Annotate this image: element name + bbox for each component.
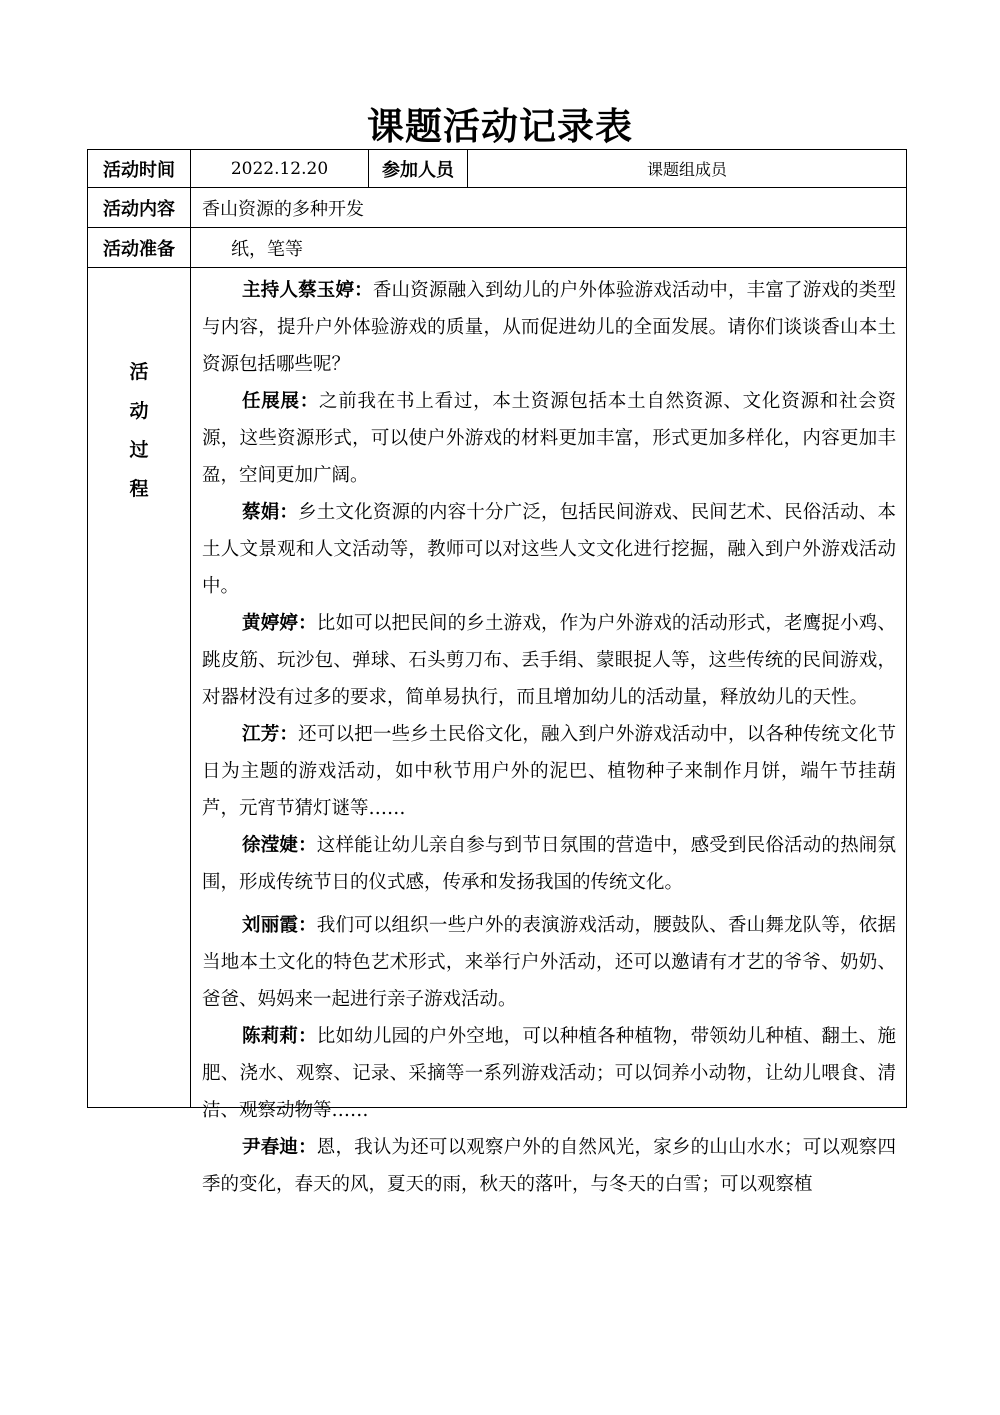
speech-text: 香山资源融入到幼儿的户外体验游戏活动中，丰富了游戏的类型与内容，提升户外体验游戏的质量，从而促进幼儿的全面发展。请你们谈谈香山本土资源包括哪些呢？ [202, 280, 896, 375]
dialogue-paragraph [202, 383, 896, 494]
speech-text: 还可以把一些乡土民俗文化，融入到户外游戏活动中，以各种传统文化节日为主题的游戏活动，如中秋节用户外的泥巴、植物种子来制作月饼，端午节挂葫芦，元宵节猜灯谜等…… [202, 724, 896, 819]
time-label: 活动时间 [88, 150, 191, 188]
record-table [87, 149, 907, 1195]
dialogue-paragraph [202, 716, 896, 827]
content-label: 活动内容 [88, 188, 191, 228]
time-value: 2022.12.20 [191, 150, 369, 188]
process-label-char: 过 [129, 439, 149, 461]
process-label-char: 动 [129, 400, 149, 422]
participants-value: 课题组成员 [468, 150, 907, 188]
prep-value: 纸，笔等 [191, 228, 907, 268]
speech-text: 这样能让幼儿亲自参与到节日氛围的营造中，感受到民俗活动的热闹氛围，形成传统节日的仪式感，传承和发扬我国的传统文化。 [202, 835, 896, 893]
speech-text: 我们可以组织一些户外的表演游戏活动，腰鼓队、香山舞龙队等，依据当地本土文化的特色艺术形式，来举行户外活动，还可以邀请有才艺的爷爷、奶奶、爸爸、妈妈来一起进行亲子游戏活动。 [202, 915, 896, 1010]
process-label-char: 程 [129, 478, 149, 500]
dialogue-paragraph [202, 1018, 896, 1129]
process-content [191, 268, 907, 1195]
content-value: 香山资源的多种开发 [191, 188, 907, 228]
dialogue-paragraph [202, 1129, 896, 1203]
speaker-name: 刘丽霞： [242, 915, 317, 936]
speech-text: 乡土文化资源的内容十分广泛，包括民间游戏、民间艺术、民俗活动、本土人文景观和人文活动等，教师可以对这些人文文化进行挖掘，融入到户外游戏活动中。 [202, 502, 896, 597]
speaker-name: 主持人蔡玉婷： [242, 280, 373, 301]
participants-label: 参加人员 [369, 150, 468, 188]
speaker-name: 陈莉莉： [242, 1026, 317, 1047]
speech-text: 比如幼儿园的户外空地，可以种植各种植物，带领幼儿种植、翻土、施肥、浇水、观察、记录、采摘等一系列游戏活动；可以饲养小动物，让幼儿喂食、清洁、观察动物等…… [202, 1026, 896, 1121]
speaker-name: 蔡娟： [242, 502, 299, 523]
page-title: 课题活动记录表 [367, 105, 633, 148]
prep-label: 活动准备 [88, 228, 191, 268]
speaker-name: 尹春迪： [242, 1137, 317, 1158]
dialogue-paragraph [202, 605, 896, 716]
speaker-name: 任展展： [242, 391, 320, 412]
dialogue-paragraph [202, 272, 896, 383]
speech-text: 比如可以把民间的乡土游戏，作为户外游戏的活动形式，老鹰捉小鸡、跳皮筋、玩沙包、弹球、石头剪刀布、丢手绢、蒙眼捉人等，这些传统的民间游戏，对器材没有过多的要求，简单易执行，而且增加幼儿的活动量，释放幼儿的天性。 [202, 613, 896, 708]
dialogue-paragraph [202, 827, 896, 901]
speaker-name: 徐滢婕： [242, 835, 317, 856]
dialogue-paragraph [202, 494, 896, 605]
speaker-name: 黄婷婷： [242, 613, 317, 634]
dialogue-paragraph [202, 907, 896, 1018]
process-label [88, 268, 191, 1108]
process-label-char: 活 [129, 361, 149, 383]
speech-text: 之前我在书上看过，本土资源包括本土自然资源、文化资源和社会资源，这些资源形式，可以使户外游戏的材料更加丰富，形式更加多样化，内容更加丰盈，空间更加广阔。 [202, 391, 896, 486]
speaker-name: 江芳： [242, 724, 299, 745]
speech-text: 恩，我认为还可以观察户外的自然风光，家乡的山山水水；可以观察四季的变化，春天的风，夏天的雨，秋天的落叶，与冬天的白雪；可以观察植 [202, 1137, 896, 1195]
